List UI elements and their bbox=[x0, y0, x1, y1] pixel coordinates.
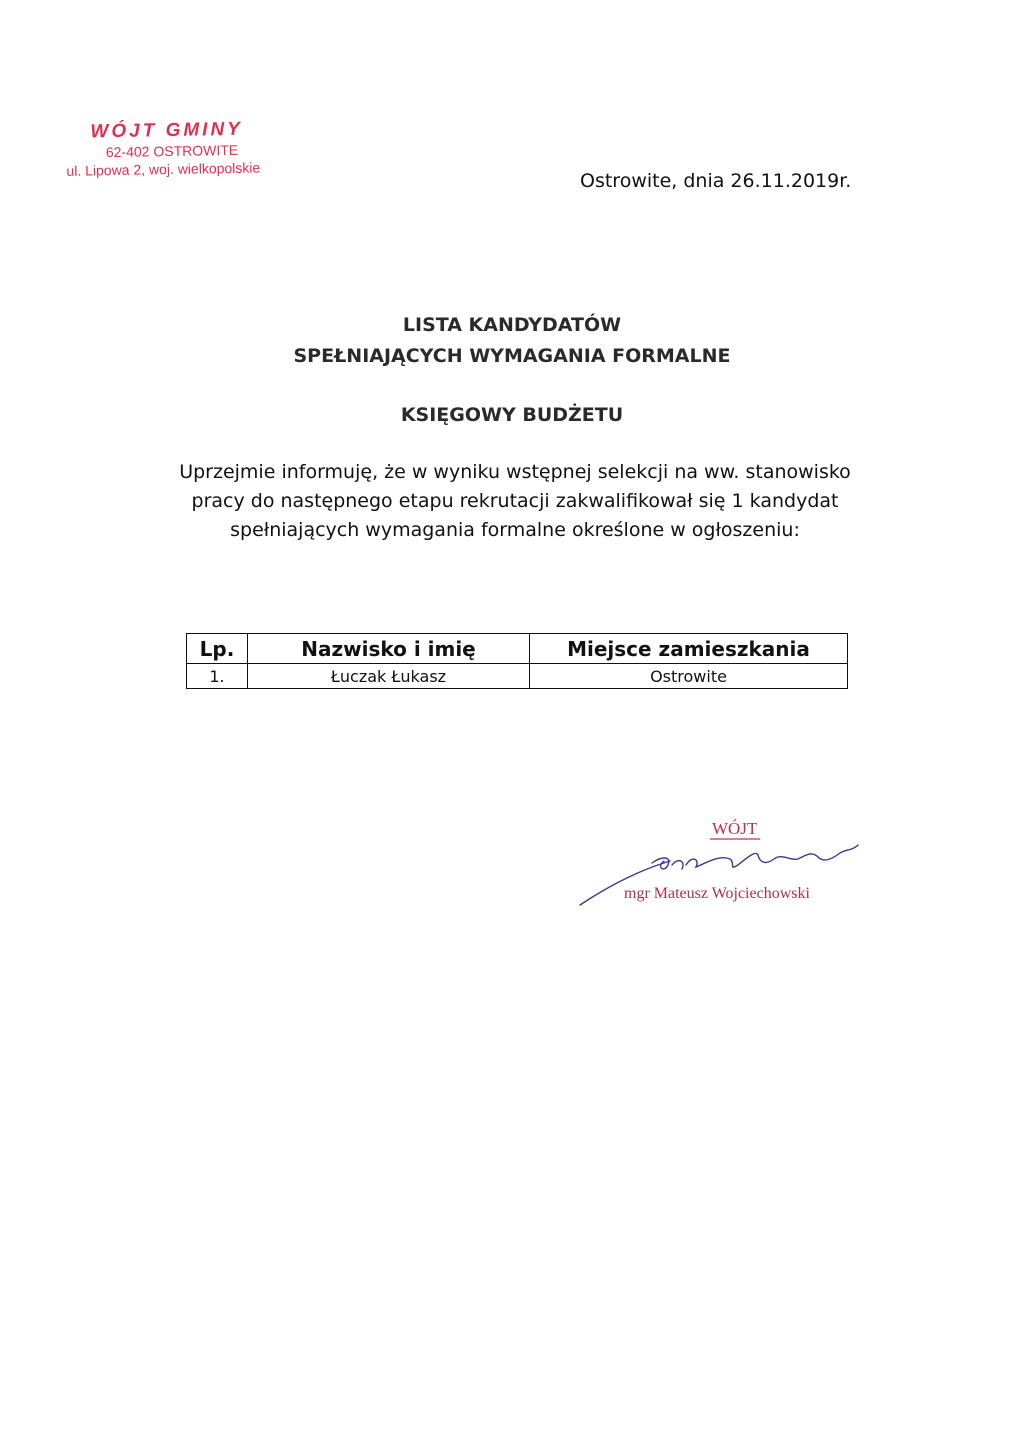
paragraph-line-1: Uprzejmie informuję, że w wyniku wstępnej selekcji na ww. stanowisko bbox=[179, 461, 851, 483]
cell-name: Łuczak Łukasz bbox=[248, 664, 530, 689]
office-stamp bbox=[52, 118, 293, 180]
stamp-postal: 62-402 OSTROWITE bbox=[105, 141, 239, 161]
stamp-address: ul. Lipowa 2, woj. wielkopolskie bbox=[66, 159, 261, 179]
table-header-row bbox=[187, 634, 848, 664]
document-date: Ostrowite, dnia 26.11.2019r. bbox=[580, 170, 852, 192]
signature-title: WÓJT bbox=[712, 819, 758, 838]
paragraph-line-2: pracy do następnego etapu rekrutacji zakwalifikował się 1 kandydat bbox=[191, 490, 839, 512]
header-lp: Lp. bbox=[187, 634, 248, 664]
header-residence: Miejsce zamieszkania bbox=[530, 634, 848, 664]
position-title: KSIĘGOWY BUDŻETU bbox=[400, 404, 624, 426]
heading-line-1: LISTA KANDYDATÓW bbox=[402, 314, 622, 336]
heading-line-2: SPEŁNIAJĄCYCH WYMAGANIA FORMALNE bbox=[293, 345, 731, 367]
signature-name: mgr Mateusz Wojciechowski bbox=[624, 885, 810, 902]
table-row bbox=[187, 664, 848, 689]
header-name: Nazwisko i imię bbox=[248, 634, 530, 664]
paragraph-line-3: spełniających wymagania formalne określone w ogłoszeniu: bbox=[230, 519, 800, 541]
signature-block bbox=[560, 815, 880, 925]
cell-lp: 1. bbox=[187, 664, 248, 689]
candidates-table bbox=[186, 633, 848, 689]
announcement-paragraph bbox=[120, 458, 910, 545]
cell-residence: Ostrowite bbox=[530, 664, 848, 689]
stamp-title: WÓJT GMINY bbox=[90, 118, 244, 143]
handwritten-signature bbox=[560, 815, 880, 925]
